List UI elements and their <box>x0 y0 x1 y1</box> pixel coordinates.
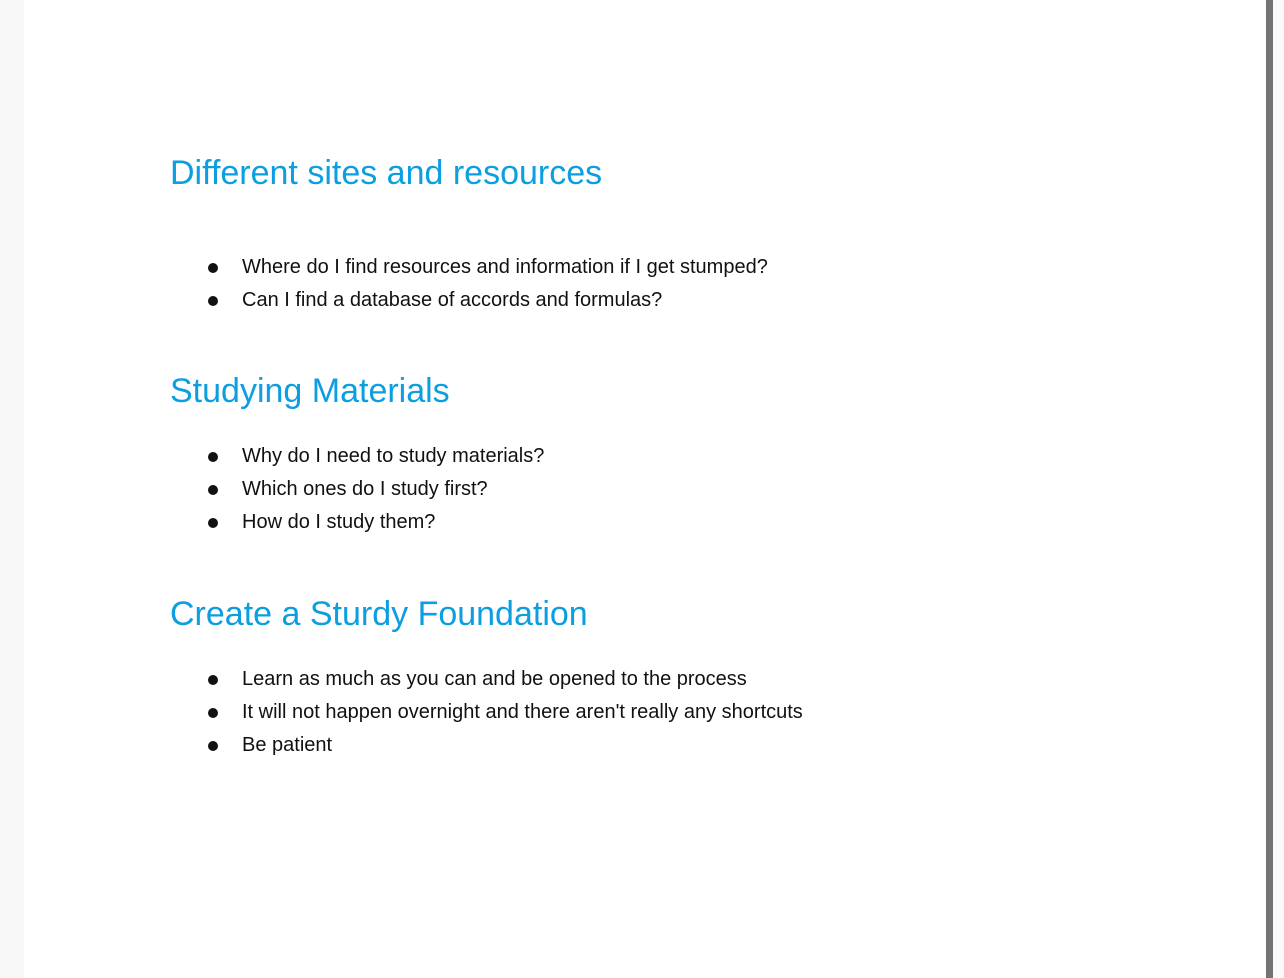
bullet-icon <box>208 452 218 462</box>
list-item <box>170 284 1070 317</box>
bullet-icon <box>208 708 218 718</box>
list-item <box>170 729 1070 762</box>
list-item <box>170 440 1070 473</box>
list-item-text: Which ones do I study first? <box>242 478 488 500</box>
list-item-text: Where do I find resources and information if I get stumped? <box>242 256 768 278</box>
bullet-list <box>170 251 1070 317</box>
list-item <box>170 251 1070 284</box>
section-heading: Create a Sturdy Foundation <box>170 595 588 633</box>
list-item-text: Why do I need to study materials? <box>242 445 545 467</box>
bullet-icon <box>208 263 218 273</box>
list-item <box>170 663 1070 696</box>
list-item <box>170 506 1070 539</box>
list-item <box>170 696 1070 729</box>
list-item-text: Can I find a database of accords and formulas? <box>242 289 663 311</box>
section-heading: Different sites and resources <box>170 154 603 192</box>
bullet-icon <box>208 675 218 685</box>
list-item-text: Learn as much as you can and be opened to the process <box>242 668 747 690</box>
vertical-scrollbar[interactable] <box>1266 0 1273 978</box>
bullet-icon <box>208 296 218 306</box>
list-item-text: How do I study them? <box>242 511 436 533</box>
document-page <box>24 0 1266 978</box>
section-studying-materials <box>170 371 1070 539</box>
bullet-list <box>170 663 1070 762</box>
section-different-sites <box>170 153 1070 317</box>
section-heading: Studying Materials <box>170 372 450 410</box>
bullet-icon <box>208 741 218 751</box>
bullet-list <box>170 440 1070 539</box>
list-item-text: It will not happen overnight and there aren't really any shortcuts <box>242 701 803 723</box>
window-edge <box>1273 0 1284 978</box>
section-sturdy-foundation <box>170 594 1070 762</box>
list-item-text: Be patient <box>242 734 333 756</box>
bullet-icon <box>208 485 218 495</box>
list-item <box>170 473 1070 506</box>
bullet-icon <box>208 518 218 528</box>
